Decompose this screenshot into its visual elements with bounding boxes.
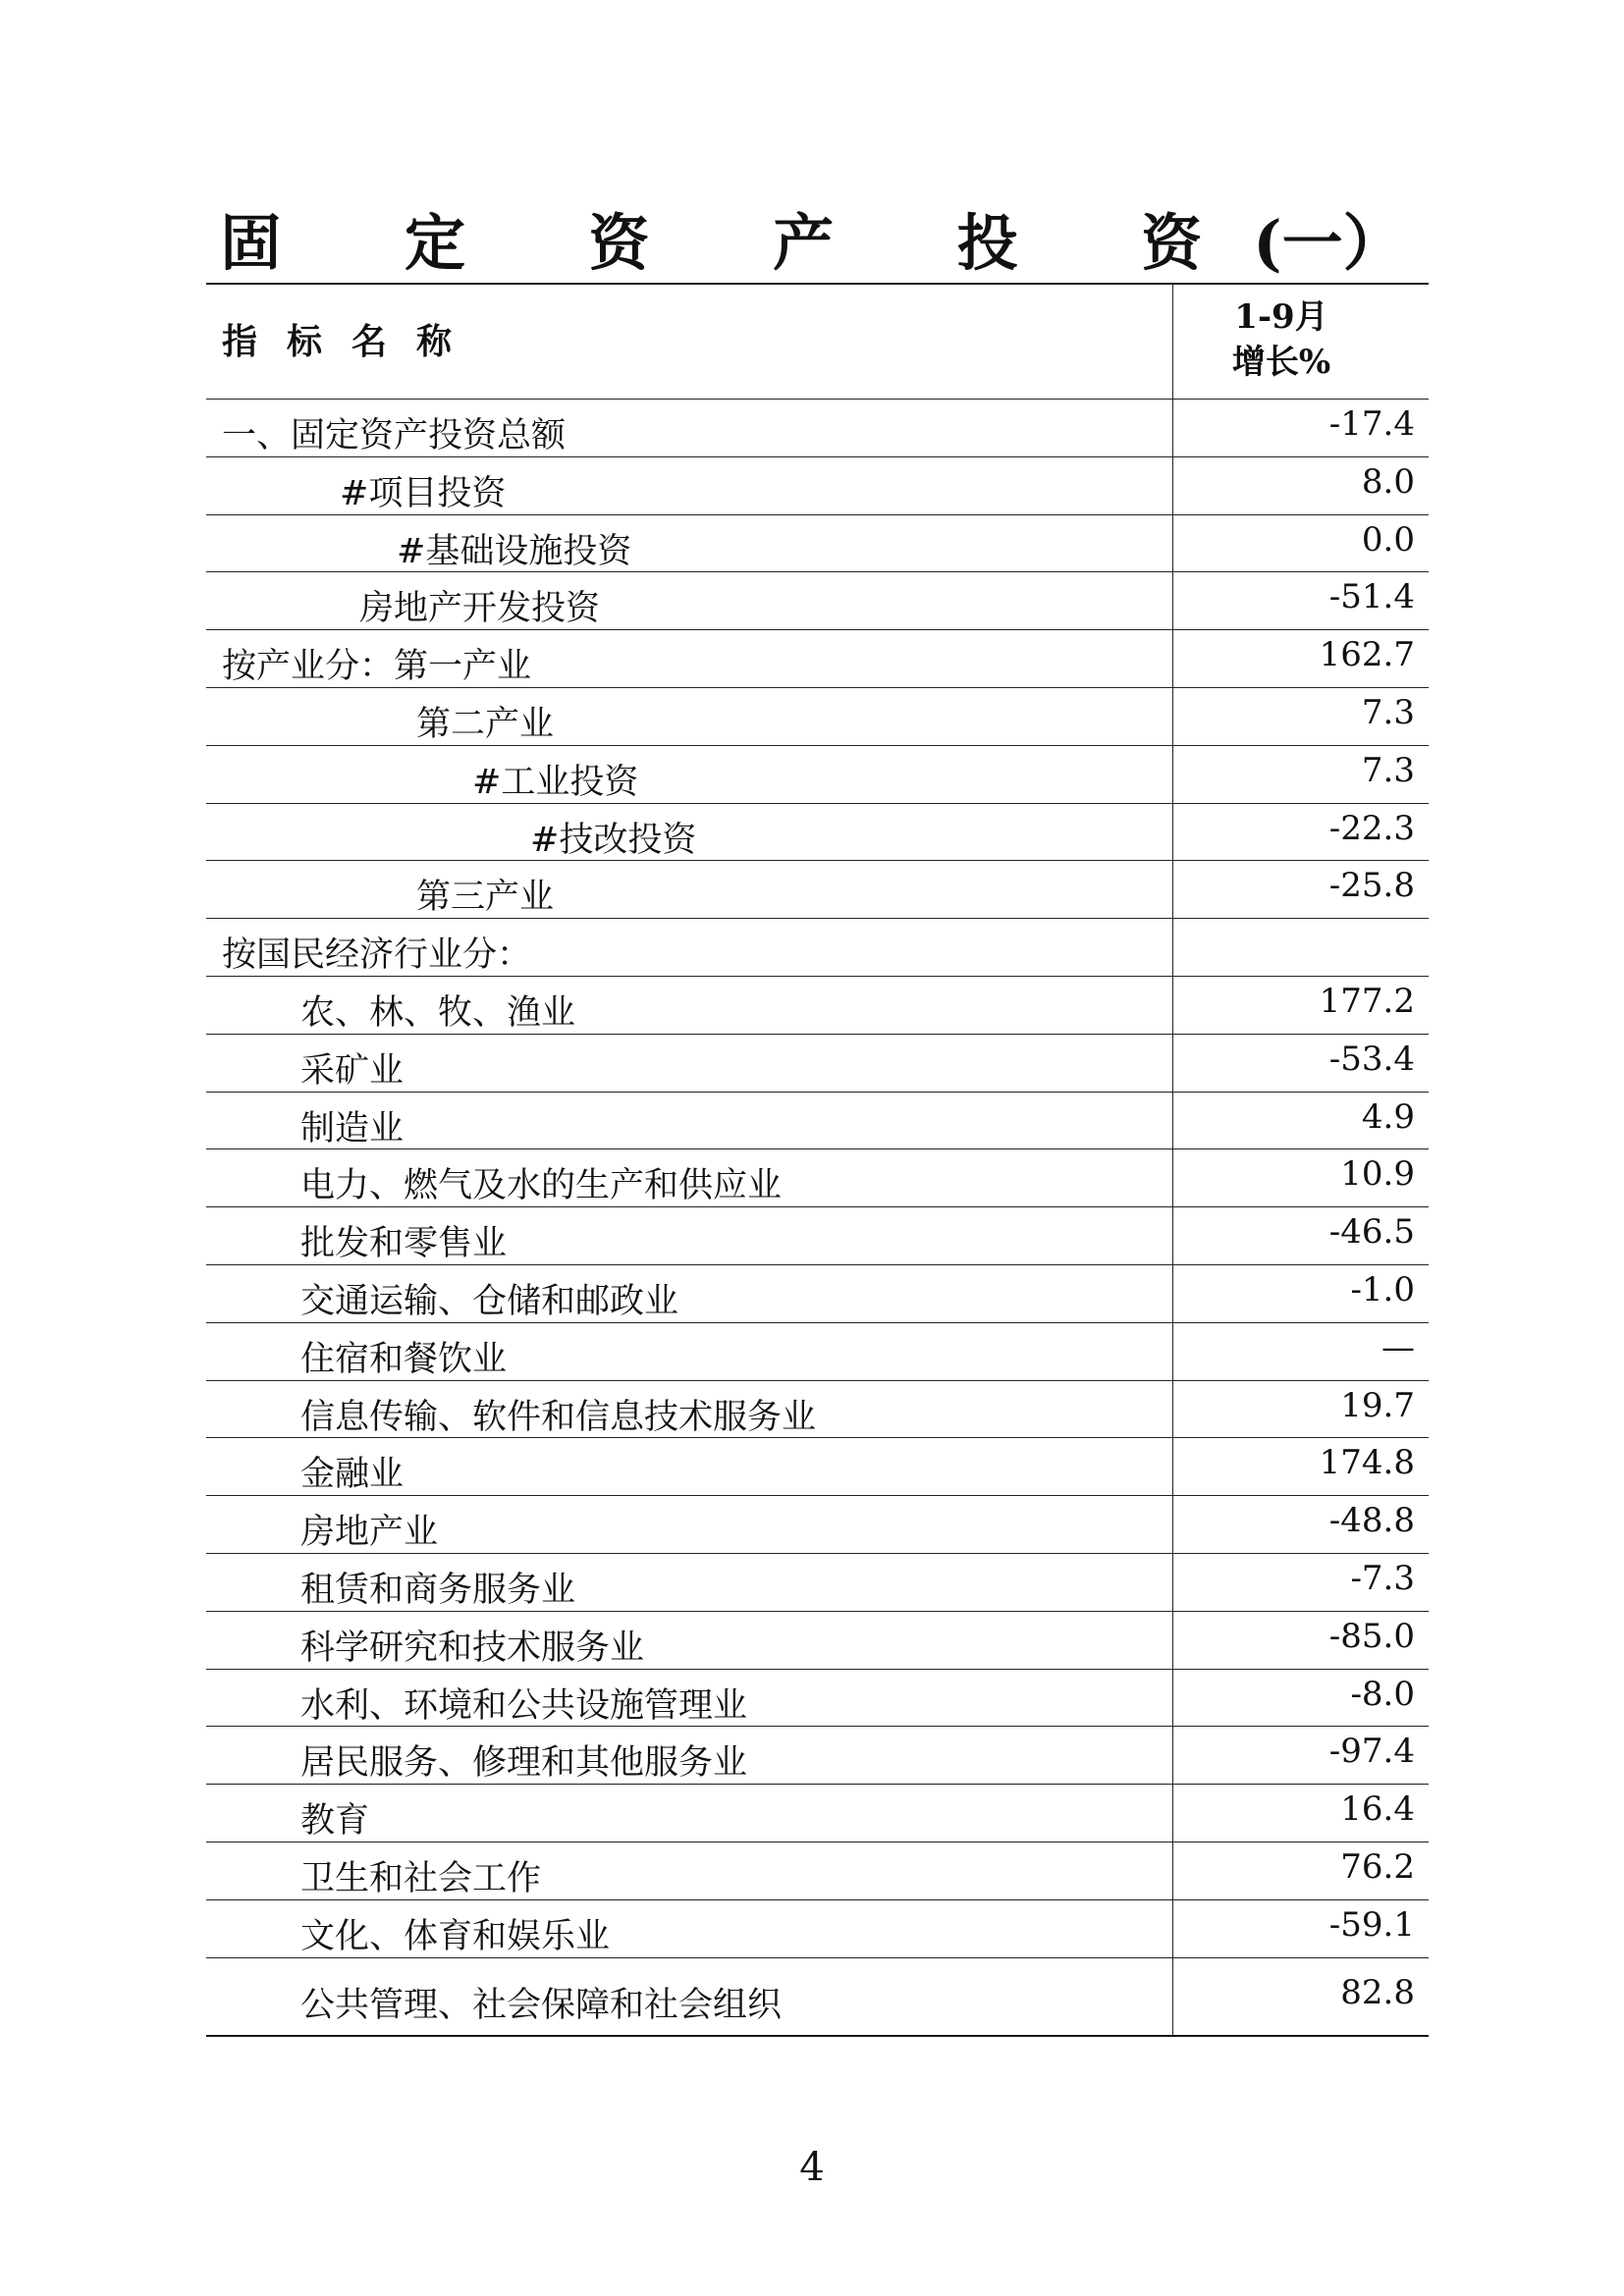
row-value: 82.8 xyxy=(1340,1972,1415,2012)
row-value: 0.0 xyxy=(1361,519,1415,560)
table-row xyxy=(206,400,1429,457)
table-row xyxy=(206,1265,1429,1323)
table-row xyxy=(206,1554,1429,1612)
table-row xyxy=(206,1207,1429,1265)
header-growth xyxy=(1173,285,1429,399)
table-row xyxy=(206,861,1429,919)
row-value: 4.9 xyxy=(1361,1096,1415,1137)
table-row xyxy=(206,1958,1429,2037)
row-value: -48.8 xyxy=(1328,1501,1415,1541)
table-row xyxy=(206,919,1429,977)
row-value: -1.0 xyxy=(1350,1269,1415,1309)
row-value xyxy=(1173,919,1429,976)
row-label: 科学研究和技术服务业 xyxy=(206,1612,1173,1669)
table-row xyxy=(206,977,1429,1035)
row-value: 19.7 xyxy=(1340,1385,1415,1425)
table-header-row xyxy=(206,285,1429,400)
table-row xyxy=(206,1670,1429,1728)
row-label: #基础设施投资 xyxy=(206,515,1173,572)
table-row xyxy=(206,688,1429,746)
row-label: #项目投资 xyxy=(206,457,1173,514)
row-label: 水利、环境和公共设施管理业 xyxy=(206,1670,1173,1727)
row-label: 教育 xyxy=(206,1785,1173,1842)
row-label: 信息传输、软件和信息技术服务业 xyxy=(206,1381,1173,1438)
row-value: 177.2 xyxy=(1319,981,1415,1021)
row-value: -97.4 xyxy=(1328,1732,1415,1772)
row-value: 7.3 xyxy=(1361,750,1415,790)
row-label: 按产业分：第一产业 xyxy=(206,630,1173,687)
table-row xyxy=(206,1093,1429,1150)
row-label: 金融业 xyxy=(206,1438,1173,1495)
page-title xyxy=(0,204,1624,283)
row-label: 按国民经济行业分： xyxy=(206,919,1173,976)
row-value: -8.0 xyxy=(1350,1674,1415,1714)
row-label: 租赁和商务服务业 xyxy=(206,1554,1173,1611)
row-label: 卫生和社会工作 xyxy=(206,1842,1173,1899)
row-value: -22.3 xyxy=(1328,808,1415,848)
page-title-text: 固 定 资 产 投 资 xyxy=(220,207,1254,279)
row-label: 住宿和餐饮业 xyxy=(206,1323,1173,1380)
row-value: -51.4 xyxy=(1328,577,1415,617)
row-label: 第三产业 xyxy=(206,861,1173,918)
table-row xyxy=(206,1785,1429,1842)
row-value: 174.8 xyxy=(1319,1443,1415,1483)
row-value: 16.4 xyxy=(1340,1789,1415,1830)
table-row xyxy=(206,1842,1429,1900)
table-row xyxy=(206,1438,1429,1496)
row-value: -17.4 xyxy=(1328,404,1415,444)
row-value: 8.0 xyxy=(1361,461,1415,502)
row-label: 房地产开发投资 xyxy=(206,572,1173,629)
table-row xyxy=(206,1035,1429,1093)
row-value: 7.3 xyxy=(1361,692,1415,732)
row-label: 文化、体育和娱乐业 xyxy=(206,1900,1173,1957)
table-row xyxy=(206,1612,1429,1670)
row-label: 电力、燃气及水的生产和供应业 xyxy=(206,1149,1173,1206)
table-body xyxy=(206,400,1429,2037)
row-label: 采矿业 xyxy=(206,1035,1173,1092)
row-value: -46.5 xyxy=(1328,1212,1415,1253)
row-value: -7.3 xyxy=(1350,1558,1415,1598)
row-label: 公共管理、社会保障和社会组织 xyxy=(206,1958,1173,2035)
header-period: 1-9月 xyxy=(1234,297,1328,337)
row-value: 162.7 xyxy=(1319,635,1415,675)
header-growth-unit: 增长% xyxy=(1231,343,1331,382)
table-row xyxy=(206,746,1429,804)
row-label: 一、固定资产投资总额 xyxy=(206,400,1173,456)
investment-table xyxy=(206,283,1429,2037)
row-label: #工业投资 xyxy=(206,746,1173,803)
row-label: 第二产业 xyxy=(206,688,1173,745)
row-label: 居民服务、修理和其他服务业 xyxy=(206,1727,1173,1784)
table-row xyxy=(206,572,1429,630)
row-label: 交通运输、仓储和邮政业 xyxy=(206,1265,1173,1322)
page-title-suffix: (一） xyxy=(1253,207,1404,279)
table-row xyxy=(206,630,1429,688)
row-value: — xyxy=(1381,1327,1415,1367)
table-row xyxy=(206,1900,1429,1958)
header-indicator-name: 指标名称 xyxy=(206,285,1173,399)
row-label: #技改投资 xyxy=(206,804,1173,861)
table-row xyxy=(206,1323,1429,1381)
row-label: 批发和零售业 xyxy=(206,1207,1173,1264)
row-value: -59.1 xyxy=(1328,1904,1415,1945)
row-value: 76.2 xyxy=(1340,1846,1415,1887)
row-label: 房地产业 xyxy=(206,1496,1173,1553)
row-label: 农、林、牧、渔业 xyxy=(206,977,1173,1034)
table-row xyxy=(206,1381,1429,1439)
table-row xyxy=(206,1727,1429,1785)
table-row xyxy=(206,1149,1429,1207)
page-number: 4 xyxy=(799,2145,825,2190)
table-row xyxy=(206,457,1429,515)
row-value: -25.8 xyxy=(1328,866,1415,906)
row-label: 制造业 xyxy=(206,1093,1173,1149)
row-value: -53.4 xyxy=(1328,1039,1415,1079)
row-value: 10.9 xyxy=(1340,1154,1415,1195)
row-value: -85.0 xyxy=(1328,1616,1415,1656)
table-row xyxy=(206,515,1429,573)
table-row xyxy=(206,1496,1429,1554)
table-row xyxy=(206,804,1429,862)
